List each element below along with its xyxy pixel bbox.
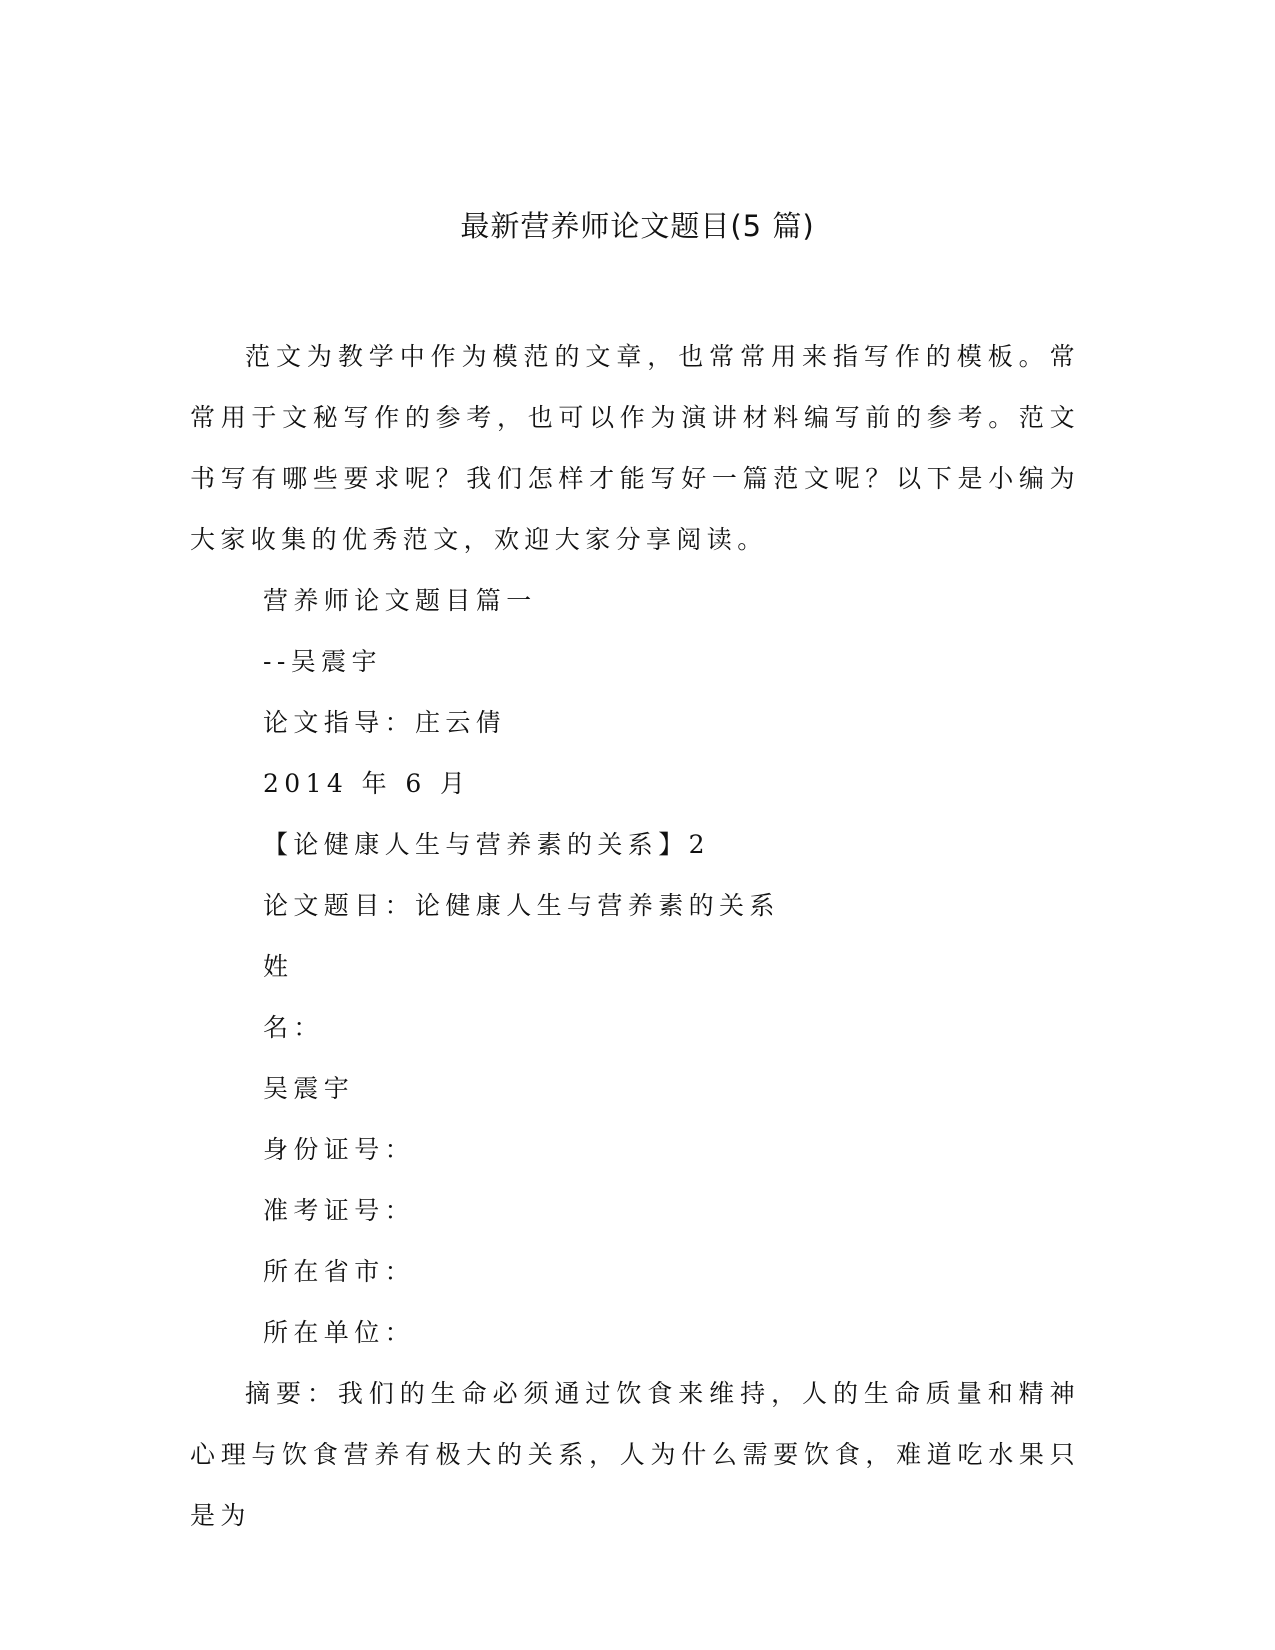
- section-heading: 营养师论文题目篇一: [263, 586, 537, 615]
- name-label-first: 姓: [263, 952, 294, 981]
- document-body: [190, 326, 1080, 1546]
- intro-paragraph: 范文为教学中作为模范的文章，也常常用来指写作的模板。常常用于文秘写作的参考，也可以作为演讲材料编写前的参考。范文书写有哪些要求呢？我们怎样才能写好一篇范文呢？以下是小编为大家收集的优秀范文，欢迎大家分享阅读。: [190, 342, 1080, 554]
- advisor-line: 论文指导：庄云倩: [263, 708, 507, 737]
- exam-id-label: 准考证号：: [263, 1196, 416, 1225]
- bracket-title: 【论健康人生与营养素的关系】2: [263, 830, 710, 859]
- name-value: 吴震宇: [263, 1074, 355, 1103]
- name-label-second: 名：: [263, 1013, 324, 1042]
- province-label: 所在省市：: [263, 1257, 416, 1286]
- paper-title-line: 论文题目：论健康人生与营养素的关系: [263, 891, 780, 920]
- date-line: 2014 年 6 月: [263, 769, 471, 798]
- author-line: --吴震宇: [263, 647, 382, 676]
- document-title: 最新营养师论文题目(5 篇): [460, 209, 815, 243]
- id-number-label: 身份证号：: [263, 1135, 416, 1164]
- abstract-paragraph: 摘要：我们的生命必须通过饮食来维持，人的生命质量和精神心理与饮食营养有极大的关系，人为什么需要饮食，难道吃水果只是为: [190, 1379, 1080, 1530]
- unit-label: 所在单位：: [263, 1318, 416, 1347]
